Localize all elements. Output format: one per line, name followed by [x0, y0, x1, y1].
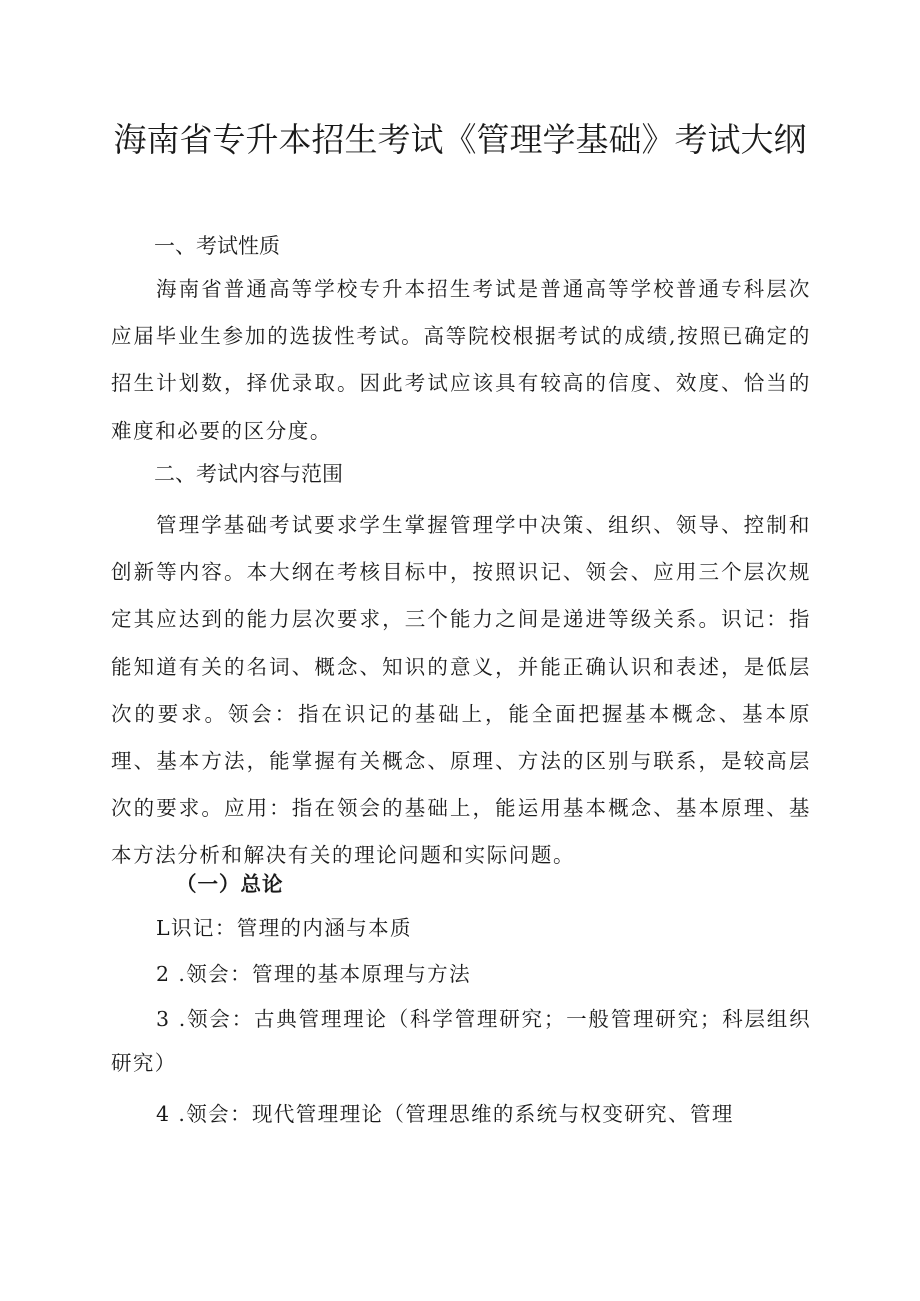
- section-heading-nature: 一、考试性质: [154, 234, 280, 258]
- list-item: 4 .领会：现代管理理论（管理思维的系统与权变研究、管理: [156, 1102, 734, 1126]
- subsection-heading-general: （一）总论: [176, 872, 284, 896]
- section-heading-content-scope: 二、考试内容与范围: [154, 462, 343, 486]
- list-item: 2 .领会：管理的基本原理与方法: [156, 962, 471, 986]
- document-title: 海南省专升本招生考试《管理学基础》考试大纲: [113, 120, 807, 159]
- section-paragraph-content-scope: 管理学基础考试要求学生掌握管理学中决策、组织、领导、控制和创新等内容。本大纲在考核目标中，按照识记、领会、应用三个层次规定其应达到的能力层次要求，三个能力之间是递进等级关系。识记：指能知道有关的名词、概念、知识的意义，并能正确认识和表述，是低层次的要求。领会：指在识记的基础上，能全面把握基本概念、基本原理、基本方法，能掌握有关概念、原理、方法的区别与联系，是较高层次的要求。应用：指在领会的基础上，能运用基本概念、基本原理、基本方法分析和解决有关的理论问题和实际问题。: [111, 513, 811, 868]
- list-item: 3 .领会：古典管理理论（科学管理研究；一般管理研究；科层组织研究）: [111, 1007, 811, 1075]
- section-paragraph-nature: 海南省普通高等学校专升本招生考试是普通高等学校普通专科层次应届毕业生参加的选拔性考试。高等院校根据考试的成绩,按照已确定的招生计划数，择优录取。因此考试应该具有较高的信度、效度、恰当的难度和必要的区分度。: [111, 277, 811, 443]
- list-item: L识记：管理的内涵与本质: [156, 916, 412, 940]
